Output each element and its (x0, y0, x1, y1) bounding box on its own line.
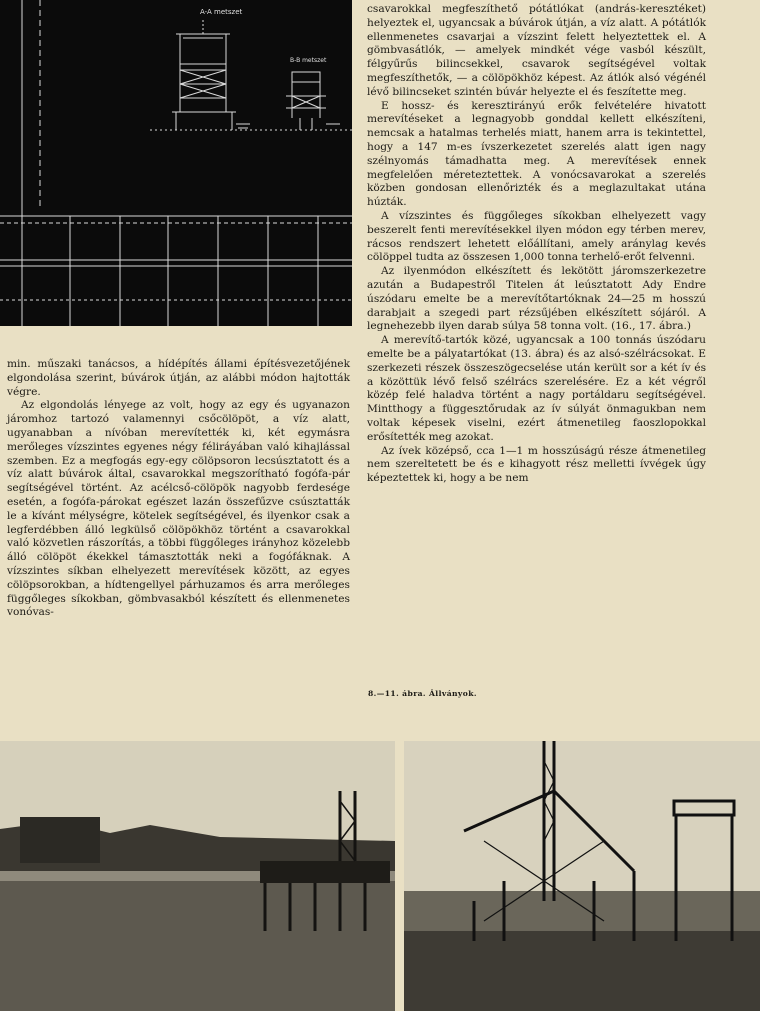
left-text-column (7, 358, 350, 620)
left-paragraph: min. műszaki tanácsos, a hídépítés állami építésvezetőjének elgondolása szerint, búvárok útján, az alábbi módon hajtották végre. (7, 358, 350, 398)
right-paragraph: A merevítő-tartók közé, ugyancsak a 100 tonnás úszódaru emelte be a pályatartókat (13. ábra) és az alsó-szélrácsokat. E szerkezeti részek összeszögecselése után került sor a két ív és a közöttük lévő felső szélrács szerelésére. Ez a két végről közép felé haladva történt a nagy portáldaru segítségével. Mintthogy a függesztőrudak az ív súlyát önmagukban nem voltak képesek viselni, ezért átmenetileg faoszlopokkal erősítették meg azokat. (367, 334, 706, 443)
crane-scaffold-image (404, 741, 760, 1011)
technical-drawing (0, 0, 352, 326)
right-paragraph: A vízszintes és függőleges síkokban elhelyezett vagy beszerelt fenti merevítésekkel ilyen módon egy térben merev, rácsos rendszert lehetett előállítani, amely aránylag kevés cölöppel tudta az összesen 1,000 tonna terhelő-erőt felvenni. (367, 209, 706, 264)
section-aa-label: A-A metszet (200, 8, 243, 16)
scaffold-photo-right (404, 741, 760, 1011)
right-text-column (367, 3, 706, 486)
left-paragraph: Az elgondolás lényege az volt, hogy az egy és ugyanazon járomhoz tartozó valamennyi csőcölöpöt, a víz alatt, ugyanabban a nívóban merevítették ki, két egymásra merőleges vízszintes egyenes négy féliráyában való kihajlással szemben. Ez a megfogás egy-egy cölöpsoron lecsúsztatott és a víz alatt búvárok által, csavarokkal megszorítható fogófa-pár segítségével történt. Az acélcső-cölöpök nagyobb ferdesége esetén, a fogófa-párokat egészet lazán összefűzve csúsztatták le a kívánt mélységre, kötelek segítségével, és ilyenkor csak a legferdébben álló legkülső cölöpökhöz történt a csavarokkal való közvetlen rászorítás, a többi függőleges irányhoz közelebb álló cölöpöt ékekkel támasztották neki a fogófáknak. A vízszintes síkban elhelyezett merevítések között, az egyes cölöpsorokban, a hídtengellyel párhuzamos és arra merőleges függőleges síkokban, gömbvasakból készített és ellenmenetes vonóvas- (7, 399, 350, 619)
figure-caption: 8.—11. ábra. Állványok. (368, 689, 477, 698)
right-paragraph: Az ilyenmódon elkészített és lekötött járomszerkezetre azután a Budapestről Titelen át leúsztatott Ady Endre úszódaru emelte be a merevítőtartóknak 24—25 m hosszú darabjait a szegedi part rézsűjében elkészített sójáról. A legnehezebb ilyen darab súlya 58 tonna volt. (16., 17. ábra.) (367, 265, 706, 333)
right-paragraph: E hossz- és keresztirányú erők felvételére hivatott merevítéseket a legnagyobb gonddal kellett elkészíteni, nemcsak a hatalmas terhelés miatt, hanem arra is tekintettel, hogy a 147 m-es ívszerkezetet szerelés alatt igen nagy szélnyomás támadhatta meg. A merevítések ennek megfelelően méreteztettek. A vonócsavarokat a szerelés közben gondosan ellenőrizték és a meglazultakat utána húzták. (367, 99, 706, 209)
section-bb-label: B-B metszet (290, 57, 327, 64)
right-paragraph: csavarokkal megfeszíthető pótátlókat (andrás-keresztéket) helyeztek el, ugyancsak a búvárok útján, a víz alatt. A pótátlók ellenmenetes csavarjai a vízszint felett helyeztettek el. A gömbvasátlók, — amelyek mindkét vége vasból készült, félgyűrűs bilincsekkel, csavarok segítségével voltak megfeszíthetők, — a cölöpökhöz képest. Az átlók alsó végénél lévő bilincseket szintén búvár helyezte el és feszítette meg. (367, 3, 706, 98)
scaffold-photo-left (0, 741, 395, 1011)
right-paragraph: Az ívek középső, cca 1—1 m hosszúságú része átmenetileg nem szereltetett be és e kihagyott rész melletti ívvégek úgy képeztettek ki, hogy a be nem (367, 444, 706, 485)
river-scaffold-image (0, 741, 395, 1011)
scaffold-section-drawing (0, 0, 352, 326)
